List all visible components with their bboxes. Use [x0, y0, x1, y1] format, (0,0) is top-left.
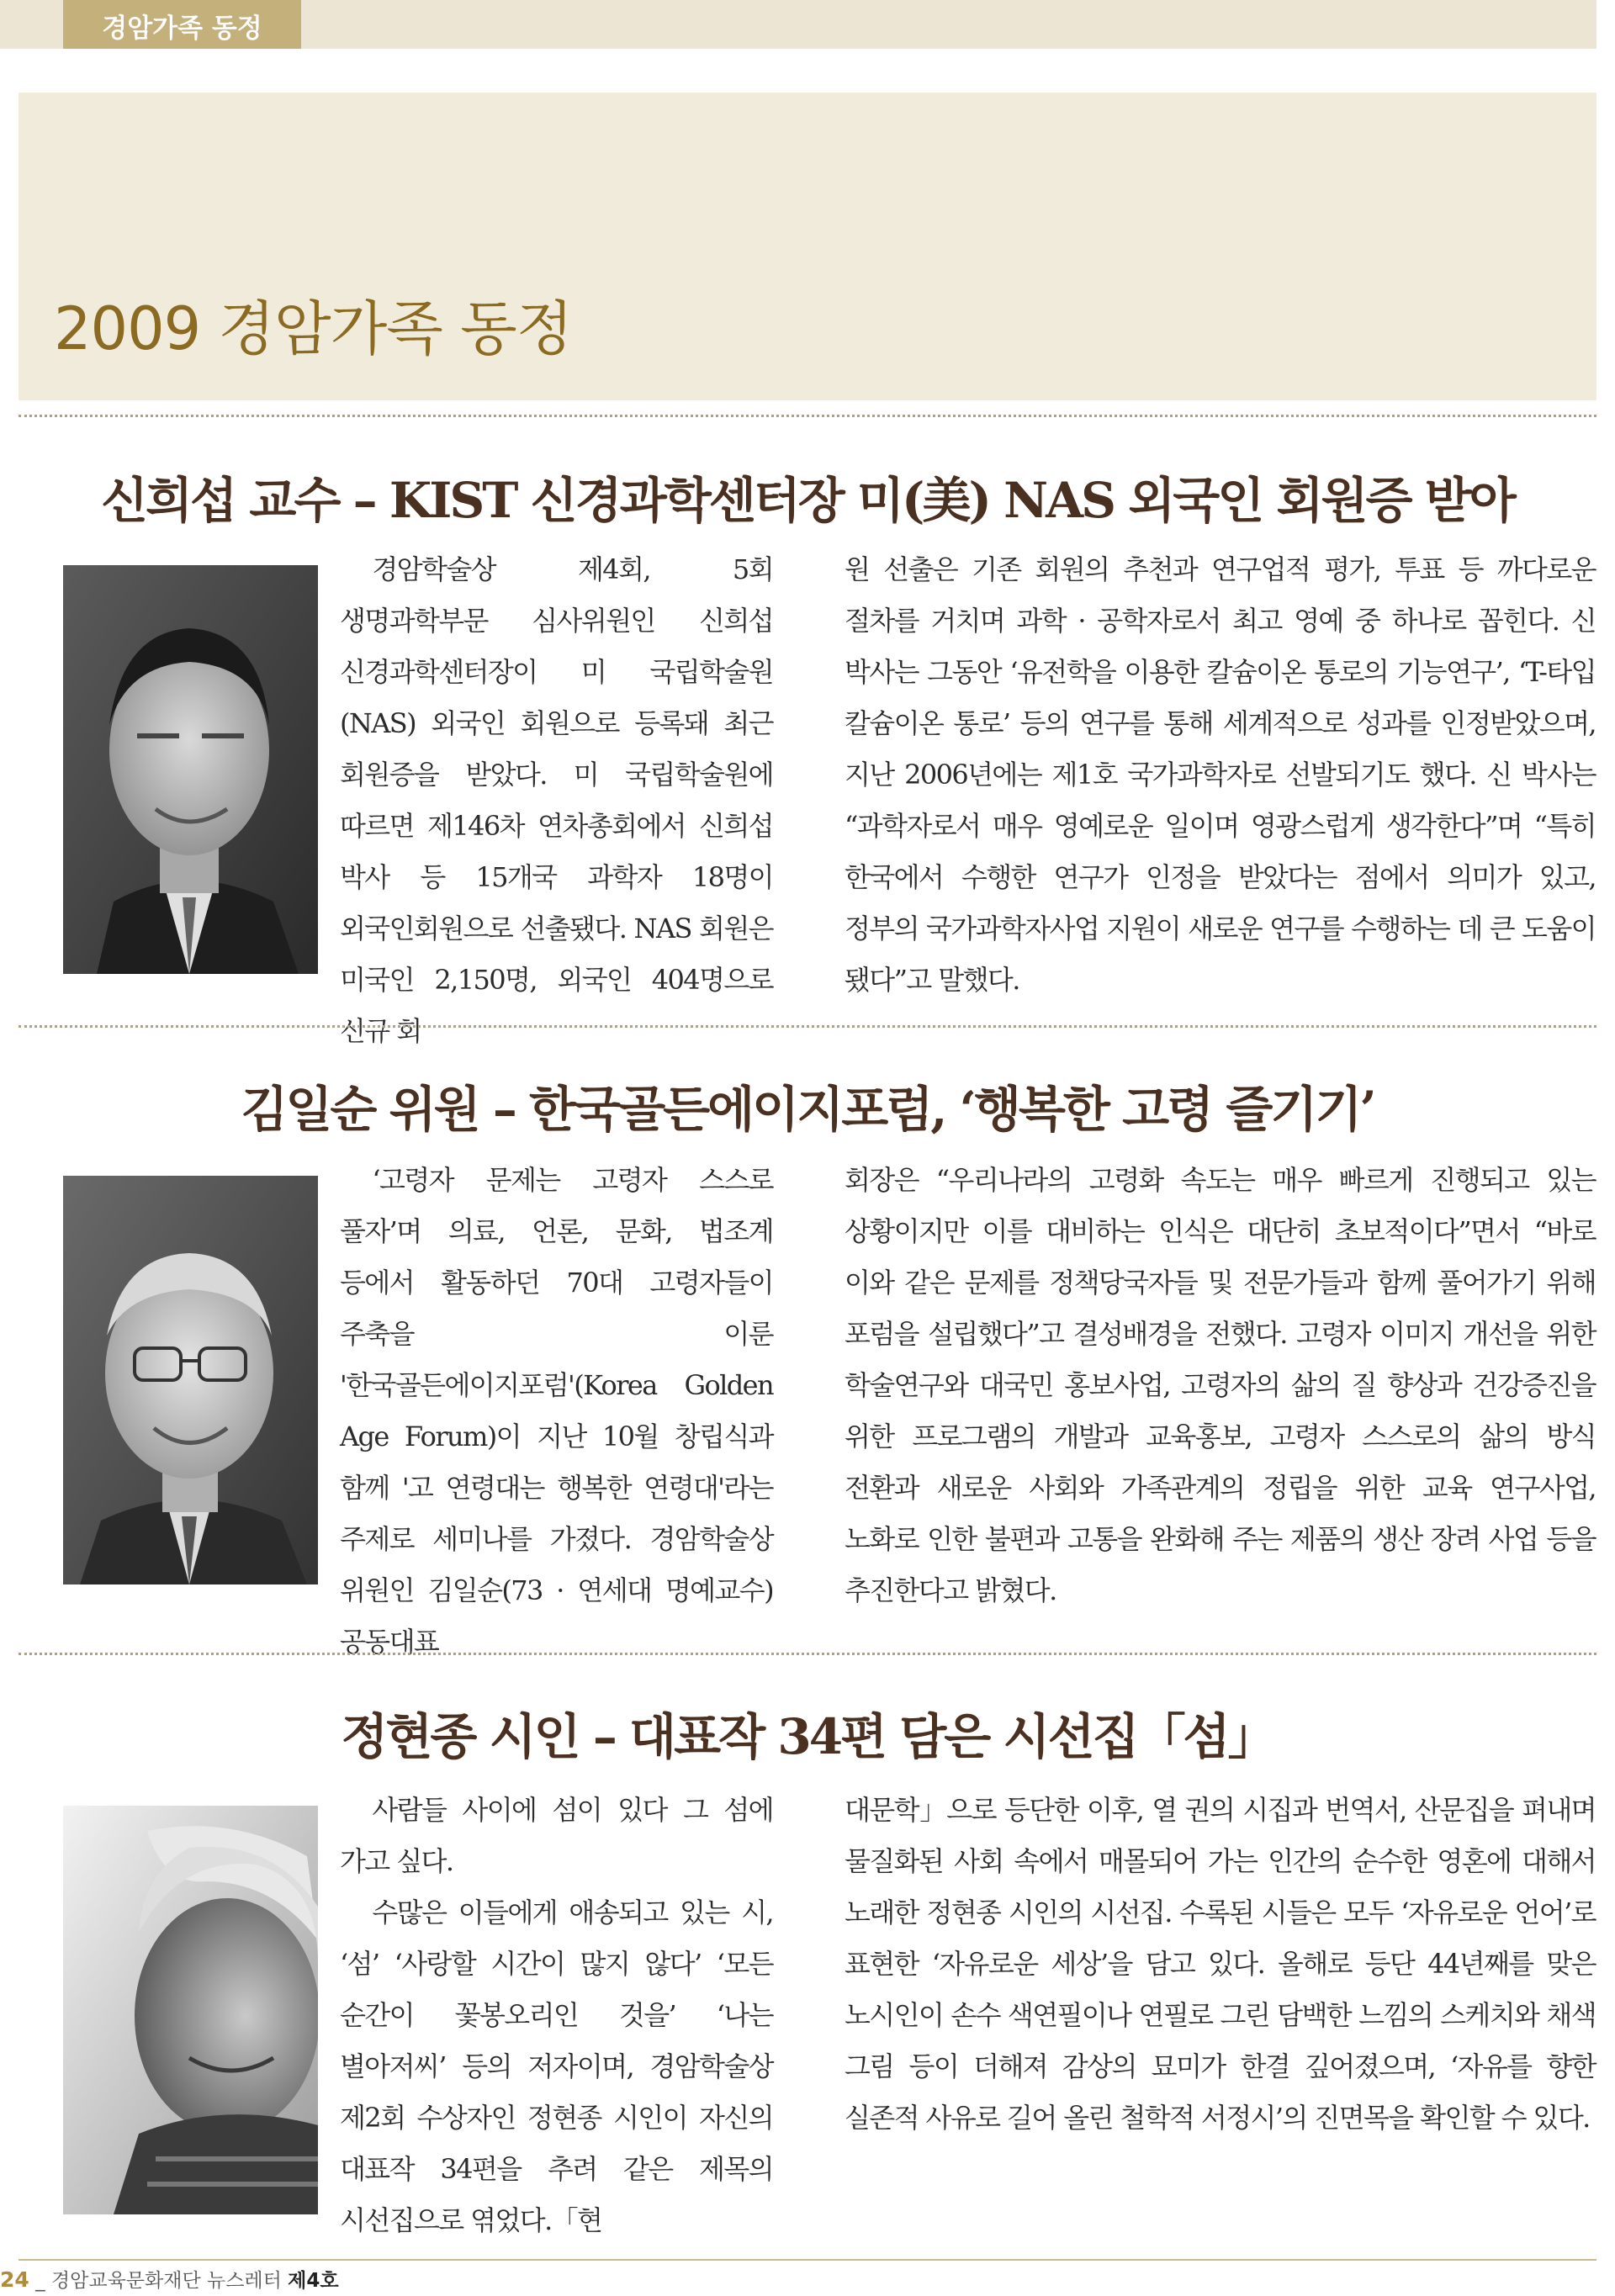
- top-header-bar: [0, 0, 1596, 49]
- hero-banner: [19, 93, 1596, 400]
- divider: [19, 1653, 1596, 1655]
- portrait-image: [63, 565, 318, 974]
- page-number: 24: [0, 2267, 29, 2292]
- paragraph: 수많은 이들에게 애송되고 있는 시, ‘섬’ ‘사랑할 시간이 많지 않다’ ‘모든 순간이 꽃봉오리인 것을’ ‘나는 별아저씨’ 등의 저자이며, 경암학술상 제2회 수상자인 정현종 시인이 자신의 대표작 34편을 추려 같은 제목의 시선집으로 엮었다.「현: [340, 1897, 773, 2236]
- article-text-left: [340, 1785, 773, 2246]
- article-text-left: [340, 1155, 773, 1668]
- paragraph: 대문학」으로 등단한 이후, 열 권의 시집과 번역서, 산문집을 펴내며 물질화된 사회 속에서 매몰되어 가는 인간의 순수한 영혼에 대해서 노래한 정현종 시인의 시선집. 수록된 시들은 모두 ‘자유로운 언어’로 표현한 ‘자유로운 세상’을 담고 있다. 올해로 등단 44년째를 맞은 노시인이 손수 색연필이나 연필로 그린 담백한 느낌의 스케치와 채색 그림 등이 더해져 감상의 묘미가 한결 깊어졌으며, ‘자유를 향한 실존적 사유로 길어 올린 철학적 서정시’의 진면목을 확인할 수 있다.: [845, 1794, 1596, 2134]
- paragraph: 사람들 사이에 섬이 있다 그 섬에 가고 싶다.: [340, 1794, 773, 1877]
- divider: [19, 415, 1596, 417]
- divider: [19, 1025, 1596, 1028]
- paragraph: 원 선출은 기존 회원의 추천과 연구업적 평가, 투표 등 까다로운 절차를 거치며 과학 · 공학자로서 최고 영예 중 하나로 꼽힌다. 신 박사는 그동안 ‘유전학을 이용한 칼슘이온 통로의 기능연구’, ‘T-타입 칼슘이온 통로’ 등의 연구를 통해 세계적으로 성과를 인정받았으며, 지난 2006년에는 제1호 국가과학자로 선발되기도 했다. 신 박사는 “과학자로서 매우 영예로운 일이며 영광스럽게 생각한다”며 “특히 한국에서 수행한 연구가 인정을 받았다는 점에서 의미가 있고, 정부의 국가과학자사업 지원이 새로운 연구를 수행하는 데 큰 도움이 됐다”고 말했다.: [845, 553, 1596, 996]
- publication-name: 경암교육문화재단 뉴스레터: [50, 2270, 282, 2292]
- article-text-right: [845, 544, 1596, 1006]
- photo-kim: [63, 1176, 318, 1584]
- section-tab-label: 경암가족 동정: [102, 13, 262, 44]
- paragraph: ‘고령자 문제는 고령자 스스로 풀자’며 의료, 언론, 문화, 법조계 등에서 활동하던 70대 고령자들이 주축을 이룬 '한국골든에이지포럼'(Korea Golden Age Forum)이 지난 10월 창립식과 함께 '고 연령대는 행복한 연령대'라는 주제로 세미나를 가졌다. 경암학술상 위원인 김일순(73 · 연세대 명예교수) 공동대표: [340, 1164, 773, 1658]
- section-tab: [63, 0, 301, 49]
- footer-separator: _: [35, 2270, 45, 2292]
- page-footer: [0, 2265, 339, 2293]
- photo-shin: [63, 565, 318, 974]
- article-title-shin: 신희섭 교수 – KIST 신경과학센터장 미(美) NAS 외국인 회원증 받아: [101, 472, 1514, 529]
- footer-rule: [19, 2259, 1596, 2261]
- article-text-right: [845, 1155, 1596, 1616]
- article-title-jung: 정현종 시인 – 대표작 34편 담은 시선집「섬」: [341, 1708, 1274, 1765]
- portrait-image: [63, 1176, 318, 1584]
- issue-number: 제4호: [288, 2270, 339, 2292]
- paragraph: 경암학술상 제4회, 5회 생명과학부문 심사위원인 신희섭 신경과학센터장이 미 국립학술원(NAS) 외국인 회원으로 등록돼 최근 회원증을 받았다. 미 국립학술원에 따르면 제146차 연차총회에서 신희섭 박사 등 15개국 과학자 18명이 외국인회원으로 선출됐다. NAS 회원은 미국인 2,150명, 외국인 404명으로 신규 회: [340, 553, 773, 1047]
- article-title-kim: 김일순 위원 – 한국골든에이지포럼, ‘행복한 고령 즐기기’: [241, 1081, 1374, 1138]
- page-title: 2009 경암가족 동정: [54, 294, 573, 363]
- article-text-left: [340, 544, 773, 1057]
- photo-jung: [63, 1806, 318, 2214]
- article-text-right: [845, 1785, 1596, 2144]
- paragraph: 회장은 “우리나라의 고령화 속도는 매우 빠르게 진행되고 있는 상황이지만 이를 대비하는 인식은 대단히 초보적이다”면서 “바로 이와 같은 문제를 정책당국자들 및 전문가들과 함께 풀어가기 위해 포럼을 설립했다”고 결성배경을 전했다. 고령자 이미지 개선을 위한 학술연구와 대국민 홍보사업, 고령자의 삶의 질 향상과 건강증진을 위한 프로그램의 개발과 교육홍보, 고령자 스스로의 삶의 방식 전환과 새로운 사회와 가족관계의 정립을 위한 교육 연구사업, 노화로 인한 불편과 고통을 완화해 주는 제품의 생산 장려 사업 등을 추진한다고 밝혔다.: [845, 1164, 1596, 1606]
- portrait-image: [63, 1806, 318, 2214]
